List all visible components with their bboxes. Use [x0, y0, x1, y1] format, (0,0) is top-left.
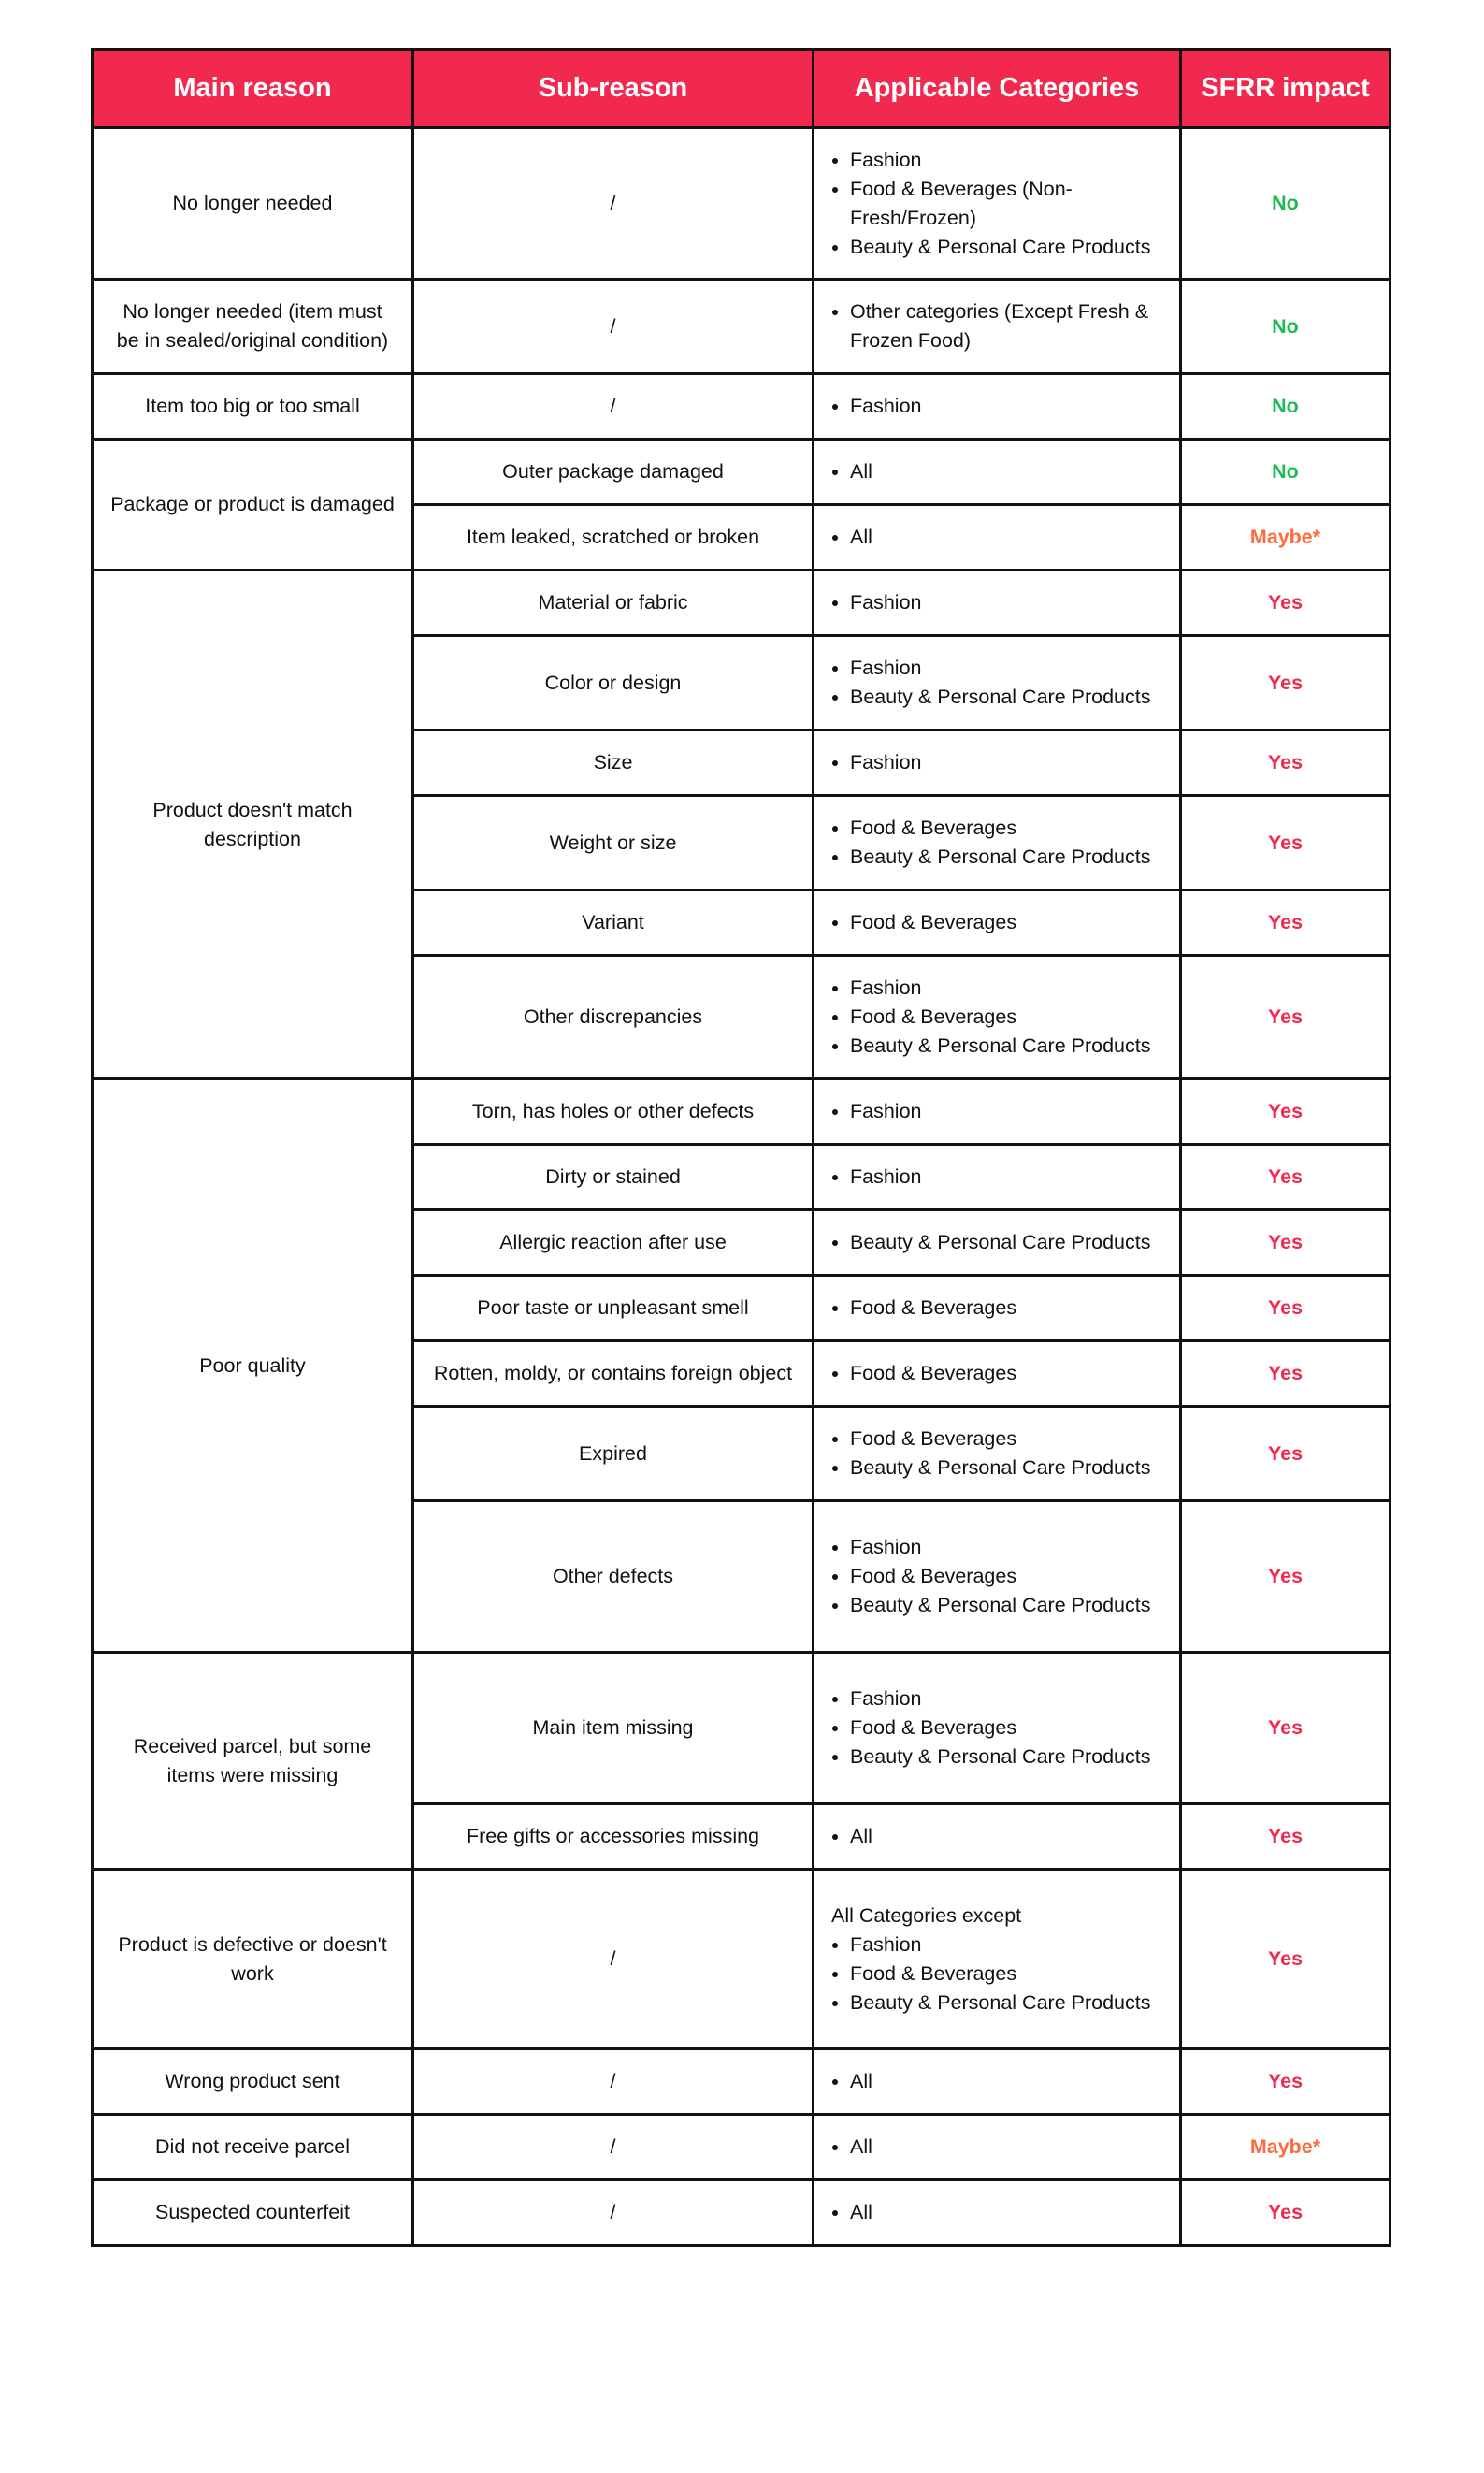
main-reason-cell: Did not receive parcel	[93, 2115, 413, 2180]
category-item: • Beauty & Personal Care Products	[850, 1228, 1166, 1257]
sfrr-impact-cell: Yes	[1181, 1804, 1390, 1870]
main-reason-cell: Product is defective or doesn't work	[93, 1870, 413, 2049]
categories-cell	[814, 1145, 1181, 1210]
sfrr-impact-cell: Maybe*	[1181, 2115, 1390, 2180]
categories-cell	[814, 440, 1181, 505]
categories-list	[831, 523, 1166, 552]
categories-cell	[814, 1341, 1181, 1407]
table-row	[93, 1653, 1390, 1804]
sub-reason-cell: Poor taste or unpleasant smell	[413, 1276, 814, 1341]
category-item: • Beauty & Personal Care Products	[850, 1989, 1166, 2017]
categories-list	[831, 1359, 1166, 1388]
category-item: • Fashion	[850, 1163, 1166, 1192]
categories-cell	[814, 796, 1181, 890]
category-item: • Fashion	[850, 748, 1166, 777]
categories-list	[831, 814, 1166, 872]
categories-cell	[814, 1210, 1181, 1276]
sub-reason-cell: /	[413, 2180, 814, 2246]
categories-list	[831, 1228, 1166, 1257]
sfrr-impact-cell: No	[1181, 280, 1390, 374]
categories-list	[831, 908, 1166, 937]
header-applicable-categories: Applicable Categories	[814, 50, 1181, 128]
main-reason-cell: No longer needed (item must be in sealed/original condition)	[93, 280, 413, 374]
sub-reason-cell: Main item missing	[413, 1653, 814, 1804]
category-item: • Beauty & Personal Care Products	[850, 233, 1166, 262]
categories-cell	[814, 730, 1181, 796]
categories-list	[831, 1294, 1166, 1323]
sfrr-impact-cell: Yes	[1181, 796, 1390, 890]
table-row	[93, 440, 1390, 505]
category-item: • Fashion	[850, 1685, 1166, 1714]
sub-reason-cell: Material or fabric	[413, 571, 814, 636]
category-item: • Fashion	[850, 974, 1166, 1003]
sub-reason-cell: Other discrepancies	[413, 956, 814, 1079]
sub-reason-cell: Torn, has holes or other defects	[413, 1079, 814, 1145]
sfrr-impact-cell: Yes	[1181, 1145, 1390, 1210]
categories-list	[831, 654, 1166, 712]
sfrr-impact-cell: Yes	[1181, 1079, 1390, 1145]
header-row	[93, 50, 1390, 128]
sub-reason-cell: Allergic reaction after use	[413, 1210, 814, 1276]
sfrr-impact-cell: Yes	[1181, 1870, 1390, 2049]
category-item: • Food & Beverages (Non-Fresh/Frozen)	[850, 175, 1166, 233]
category-item: • Fashion	[850, 1533, 1166, 1562]
category-item: • Beauty & Personal Care Products	[850, 683, 1166, 712]
categories-cell	[814, 128, 1181, 280]
main-reason-cell: Wrong product sent	[93, 2049, 413, 2115]
categories-list	[831, 146, 1166, 262]
sfrr-impact-cell: Yes	[1181, 571, 1390, 636]
category-item: • Food & Beverages	[850, 1003, 1166, 1032]
categories-list	[831, 2198, 1166, 2227]
table-row	[93, 374, 1390, 440]
sub-reason-cell: /	[413, 128, 814, 280]
category-item: • All	[850, 457, 1166, 486]
sub-reason-cell: Weight or size	[413, 796, 814, 890]
sub-reason-cell: Variant	[413, 890, 814, 956]
sub-reason-cell: Rotten, moldy, or contains foreign object	[413, 1341, 814, 1407]
category-item: • Food & Beverages	[850, 1425, 1166, 1453]
header-sfrr-impact: SFRR impact	[1181, 50, 1390, 128]
category-item: • Other categories (Except Fresh & Frozen Food)	[850, 297, 1166, 355]
categories-list	[831, 1425, 1166, 1482]
categories-cell	[814, 571, 1181, 636]
main-reason-cell: Product doesn't match description	[93, 571, 413, 1079]
categories-cell	[814, 890, 1181, 956]
category-item: • Beauty & Personal Care Products	[850, 1591, 1166, 1620]
category-item: • Fashion	[850, 588, 1166, 617]
category-item: • Fashion	[850, 1097, 1166, 1126]
table-header	[93, 50, 1390, 128]
sfrr-impact-cell: Yes	[1181, 1276, 1390, 1341]
sfrr-impact-cell: Yes	[1181, 890, 1390, 956]
table-row	[93, 2180, 1390, 2246]
header-sub-reason: Sub-reason	[413, 50, 814, 128]
sfrr-impact-cell: Yes	[1181, 1407, 1390, 1501]
categories-list	[831, 297, 1166, 355]
categories-cell	[814, 505, 1181, 571]
main-reason-cell: Received parcel, but some items were missing	[93, 1653, 413, 1870]
sub-reason-cell: Other defects	[413, 1501, 814, 1653]
category-item: • Food & Beverages	[850, 1359, 1166, 1388]
sfrr-impact-cell: Yes	[1181, 1341, 1390, 1407]
sub-reason-cell: Dirty or stained	[413, 1145, 814, 1210]
sub-reason-cell: /	[413, 1870, 814, 2049]
main-reason-cell: Suspected counterfeit	[93, 2180, 413, 2246]
categories-list	[831, 748, 1166, 777]
category-item: • All	[850, 2133, 1166, 2162]
table-row	[93, 280, 1390, 374]
category-item: • Food & Beverages	[850, 814, 1166, 843]
sfrr-impact-cell: No	[1181, 440, 1390, 505]
categories-cell	[814, 1276, 1181, 1341]
sfrr-impact-cell: Yes	[1181, 1501, 1390, 1653]
categories-cell	[814, 374, 1181, 440]
categories-list	[831, 974, 1166, 1061]
categories-cell	[814, 1870, 1181, 2049]
categories-cell	[814, 280, 1181, 374]
sub-reason-cell: /	[413, 374, 814, 440]
categories-list	[831, 1931, 1166, 2017]
sfrr-impact-cell: Yes	[1181, 1653, 1390, 1804]
sfrr-impact-cell: No	[1181, 128, 1390, 280]
categories-list	[831, 1163, 1166, 1192]
sfrr-impact-cell: Yes	[1181, 2049, 1390, 2115]
category-item: • Food & Beverages	[850, 908, 1166, 937]
categories-list	[831, 1533, 1166, 1620]
category-item: • Food & Beverages	[850, 1960, 1166, 1989]
categories-cell	[814, 956, 1181, 1079]
category-item: • Fashion	[850, 392, 1166, 421]
category-item: • Beauty & Personal Care Products	[850, 843, 1166, 872]
table-row	[93, 1870, 1390, 2049]
sfrr-impact-cell: Yes	[1181, 730, 1390, 796]
category-item: • Food & Beverages	[850, 1714, 1166, 1743]
sub-reason-cell: /	[413, 2049, 814, 2115]
categories-list	[831, 457, 1166, 486]
main-reason-cell: No longer needed	[93, 128, 413, 280]
category-item: • All	[850, 2067, 1166, 2096]
sub-reason-cell: Outer package damaged	[413, 440, 814, 505]
sfrr-impact-cell: Yes	[1181, 1210, 1390, 1276]
header-main-reason: Main reason	[93, 50, 413, 128]
table-row	[93, 2115, 1390, 2180]
table-row	[93, 1079, 1390, 1145]
main-reason-cell: Package or product is damaged	[93, 440, 413, 571]
sub-reason-cell: Size	[413, 730, 814, 796]
category-item: • Beauty & Personal Care Products	[850, 1032, 1166, 1061]
sub-reason-cell: Expired	[413, 1407, 814, 1501]
sub-reason-cell: Item leaked, scratched or broken	[413, 505, 814, 571]
categories-list	[831, 1097, 1166, 1126]
categories-list	[831, 2067, 1166, 2096]
sfrr-impact-cell: No	[1181, 374, 1390, 440]
category-item: • Beauty & Personal Care Products	[850, 1743, 1166, 1772]
table-row	[93, 128, 1390, 280]
categories-list	[831, 392, 1166, 421]
category-item: • All	[850, 523, 1166, 552]
main-reason-cell: Poor quality	[93, 1079, 413, 1653]
sfrr-impact-cell: Yes	[1181, 956, 1390, 1079]
sub-reason-cell: Free gifts or accessories missing	[413, 1804, 814, 1870]
category-item: • Food & Beverages	[850, 1562, 1166, 1591]
return-reasons-table	[91, 48, 1391, 2247]
categories-cell	[814, 2180, 1181, 2246]
category-item: • All	[850, 1822, 1166, 1851]
categories-intro: All Categories except	[831, 1903, 1022, 1927]
category-item: • Beauty & Personal Care Products	[850, 1453, 1166, 1482]
sfrr-impact-cell: Yes	[1181, 636, 1390, 730]
categories-cell	[814, 1653, 1181, 1804]
category-item: • Fashion	[850, 1931, 1166, 1960]
category-item: • All	[850, 2198, 1166, 2227]
category-item: • Fashion	[850, 146, 1166, 175]
categories-list	[831, 588, 1166, 617]
categories-cell	[814, 2049, 1181, 2115]
table-row	[93, 571, 1390, 636]
category-item: • Food & Beverages	[850, 1294, 1166, 1323]
categories-cell	[814, 2115, 1181, 2180]
categories-list	[831, 1685, 1166, 1772]
categories-cell	[814, 1501, 1181, 1653]
main-reason-cell: Item too big or too small	[93, 374, 413, 440]
categories-list	[831, 1822, 1166, 1851]
categories-cell	[814, 1407, 1181, 1501]
table-row	[93, 2049, 1390, 2115]
sub-reason-cell: /	[413, 280, 814, 374]
categories-cell	[814, 636, 1181, 730]
category-item: • Fashion	[850, 654, 1166, 683]
categories-cell	[814, 1079, 1181, 1145]
sub-reason-cell: Color or design	[413, 636, 814, 730]
sfrr-impact-cell: Maybe*	[1181, 505, 1390, 571]
sub-reason-cell: /	[413, 2115, 814, 2180]
categories-list	[831, 2133, 1166, 2162]
categories-cell	[814, 1804, 1181, 1870]
table-body	[93, 128, 1390, 2246]
sfrr-impact-cell: Yes	[1181, 2180, 1390, 2246]
